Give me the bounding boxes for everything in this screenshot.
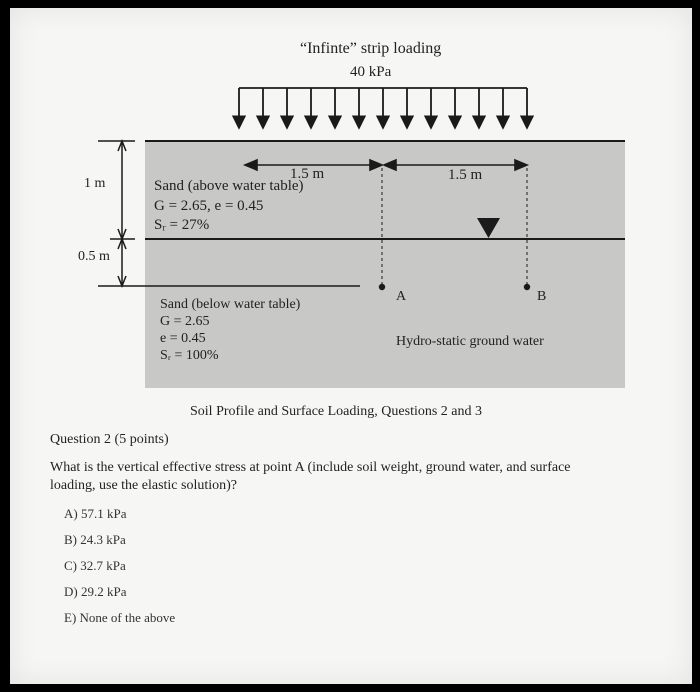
dim-1m-label: 1 m	[84, 176, 106, 191]
point-a-label: A	[396, 289, 407, 304]
answer-option-e[interactable]: E) None of the above	[64, 610, 176, 625]
load-title: “Infinte” strip loading	[300, 40, 442, 57]
figure-caption: Soil Profile and Surface Loading, Questions 2 and 3	[190, 404, 483, 419]
answer-option-b[interactable]: B) 24.3 kPa	[64, 532, 126, 547]
layer2-saturation: Sᵣ = 100%	[160, 348, 219, 363]
layer2-e: e = 0.45	[160, 331, 206, 346]
answer-option-a[interactable]: A) 57.1 kPa	[64, 506, 127, 521]
layer1-props: G = 2.65, e = 0.45	[154, 198, 264, 214]
document-page	[10, 8, 692, 684]
layer1-title: Sand (above water table)	[154, 178, 304, 194]
load-value: 40 kPa	[350, 64, 392, 80]
point-b-marker	[524, 284, 530, 290]
groundwater-label: Hydro-static ground water	[396, 334, 544, 349]
layer2-g: G = 2.65	[160, 314, 210, 329]
question-text-line2: loading, use the elastic solution)?	[50, 478, 238, 493]
answer-option-c[interactable]: C) 32.7 kPa	[64, 558, 126, 573]
dim-1-5m-left-label: 1.5 m	[290, 166, 325, 182]
question-text-line1: What is the vertical effective stress at point A (include soil weight, ground water, and surface	[50, 460, 571, 475]
point-a-marker	[379, 284, 385, 290]
point-b-label: B	[537, 289, 547, 304]
dim-05m-label: 0.5 m	[78, 249, 110, 264]
layer2-title: Sand (below water table)	[160, 297, 301, 312]
layer1-saturation: Sᵣ = 27%	[154, 217, 210, 233]
answer-option-d[interactable]: D) 29.2 kPa	[64, 584, 127, 599]
dim-1-5m-right-label: 1.5 m	[448, 167, 483, 183]
question-header: Question 2 (5 points)	[50, 432, 169, 447]
strip-load-arrows	[239, 88, 527, 128]
